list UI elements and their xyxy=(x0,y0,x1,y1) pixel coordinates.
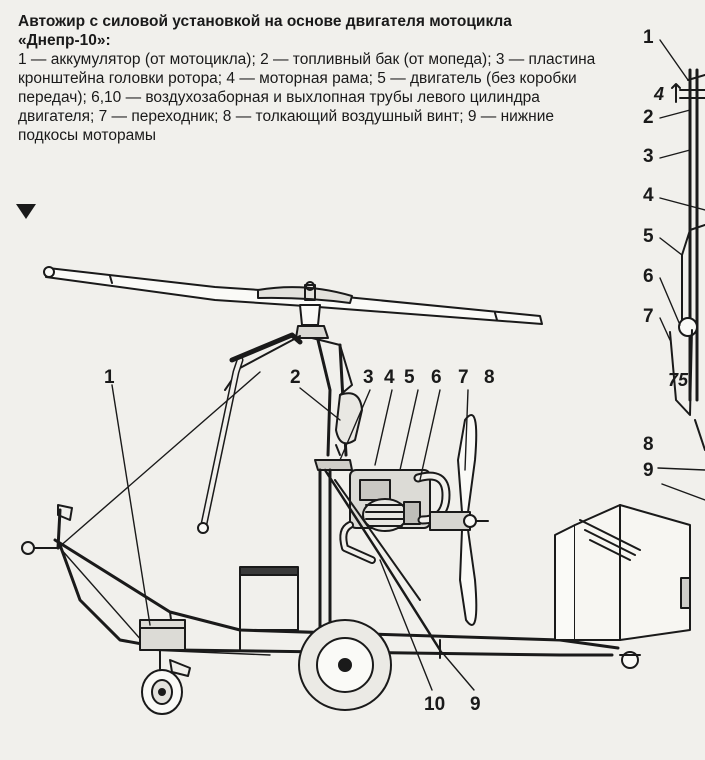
front-callout-6: 6 xyxy=(643,266,654,287)
front-callout-5: 5 xyxy=(643,226,654,247)
main-wheel xyxy=(299,620,391,710)
callout-6: 6 xyxy=(431,367,442,388)
dimension-75: 75 xyxy=(668,370,689,390)
callout-7: 7 xyxy=(458,367,469,388)
callout-8: 8 xyxy=(484,367,495,388)
legend-item-1: 1 — аккумулятор (от мотоцикла); xyxy=(18,51,261,68)
propeller-adapter xyxy=(430,512,488,530)
control-stick xyxy=(198,335,300,533)
nose-wheel xyxy=(142,650,190,714)
front-callout-7: 7 xyxy=(643,306,654,327)
legend-item-9: 9 — нижние подкосы моторамы xyxy=(18,108,555,144)
legend-item-6-10: 6,10 — воздухозаборная и выхлопная трубы левого цилиндра двигателя; xyxy=(18,89,540,125)
callout-9: 9 xyxy=(470,694,481,715)
legend-item-5: 5 — двигатель (без коробки передач); xyxy=(18,70,577,106)
front-callout-2: 2 xyxy=(643,107,654,128)
callout-1: 1 xyxy=(104,367,115,388)
caption-title: Автожир с силовой установкой на основе двигателя мотоцикла «Днепр-10»: xyxy=(18,13,512,49)
front-callout-3: 3 xyxy=(643,146,654,167)
callout-3: 3 xyxy=(363,367,374,388)
seat xyxy=(240,567,298,630)
legend-item-2: 2 — топливный бак (от мопеда); xyxy=(260,51,496,68)
front-view xyxy=(658,40,705,500)
callout-2: 2 xyxy=(290,367,301,388)
legend-item-3: 3 — пластина кронштейна головки ротора; xyxy=(18,51,596,87)
dimension-4: 4 xyxy=(654,84,665,104)
fuel-tank xyxy=(336,393,362,455)
legend-item-7: 7 — переходник; xyxy=(98,108,223,125)
legend-item-8: 8 — толкающий воздушный винт; xyxy=(222,108,468,125)
stay-wire xyxy=(58,372,260,548)
rotor-blades xyxy=(44,267,542,324)
front-callout-1: 1 xyxy=(643,27,654,48)
callout-4: 4 xyxy=(384,367,395,388)
front-callout-4: 4 xyxy=(643,185,654,206)
callout-5: 5 xyxy=(404,367,415,388)
front-callout-8: 8 xyxy=(643,434,654,455)
callout-10: 10 xyxy=(424,694,446,715)
battery xyxy=(140,620,185,650)
legend-item-4: 4 — моторная рама; xyxy=(226,70,378,87)
front-callout-9: 9 xyxy=(643,460,654,481)
